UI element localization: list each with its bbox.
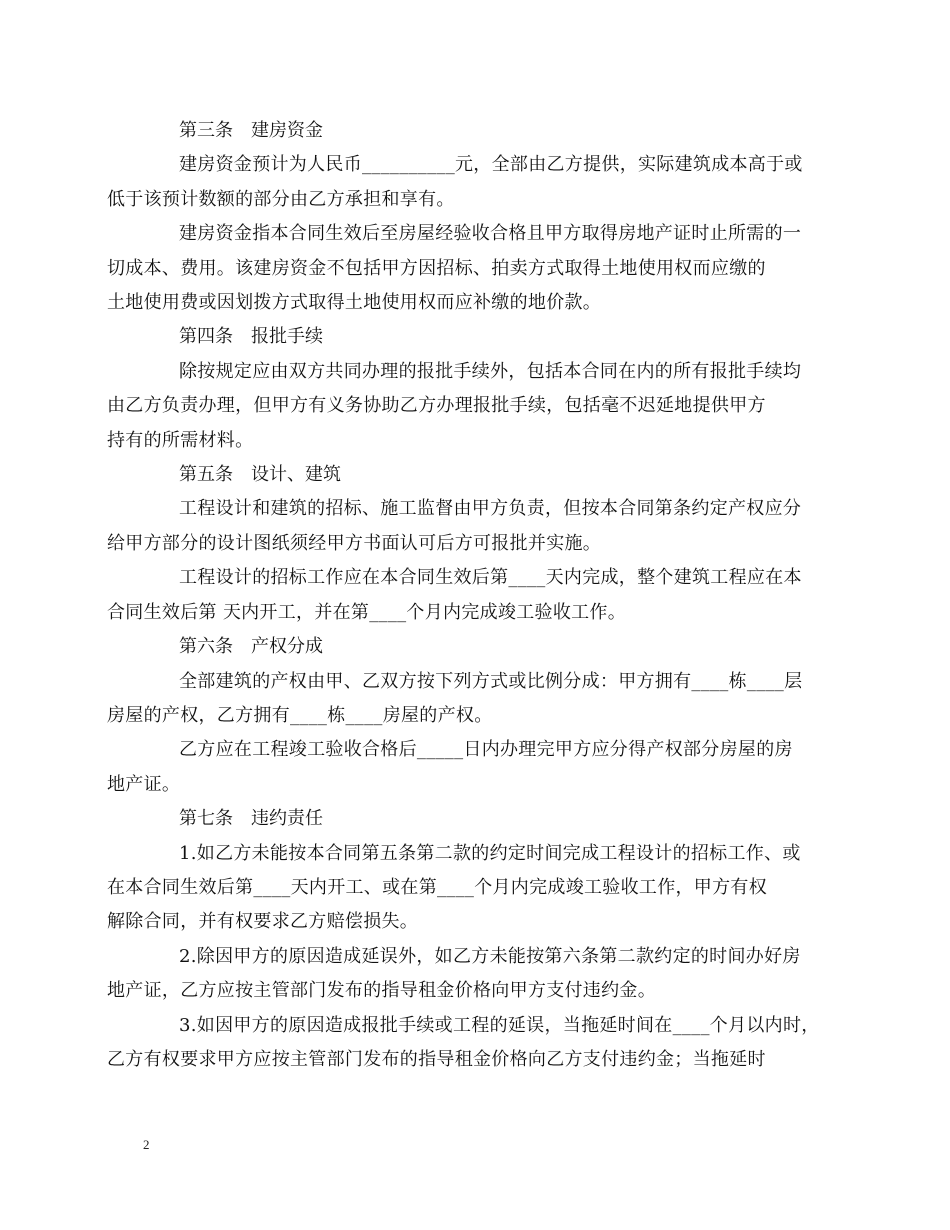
paragraph bbox=[107, 733, 815, 802]
text-line: 建房资金指本合同生效后至房屋经验收合格且甲方取得房地产证时止所需的一 bbox=[179, 223, 802, 245]
text-line: 持有的所需材料。 bbox=[107, 429, 254, 451]
text-line: 1.如乙方未能按本合同第五条第二款的约定时间完成工程设计的招标工作、或 bbox=[179, 842, 801, 864]
section-heading-3: 第三条 建房资金 bbox=[179, 120, 323, 141]
section-heading-5: 第五条 设计、建筑 bbox=[179, 464, 341, 486]
text-line: 3.如因甲方的原因造成报批手续或工程的延误，当拖延时间在____个月以内时， bbox=[179, 1014, 820, 1036]
paragraph bbox=[107, 837, 815, 940]
paragraph bbox=[107, 355, 815, 458]
paragraph bbox=[107, 1009, 820, 1078]
paragraph bbox=[107, 217, 815, 320]
text-line: 解除合同，并有权要求乙方赔偿损失。 bbox=[107, 911, 419, 933]
text-line: 低于该预计数额的部分由乙方承担和享有。 bbox=[107, 188, 455, 210]
paragraph bbox=[107, 492, 815, 561]
text-line: 工程设计的招标工作应在本合同生效后第____天内完成，整个建筑工程应在本 bbox=[179, 567, 802, 589]
text-line: 工程设计和建筑的招标、施工监督由甲方负责，但按本合同第条约定产权应分 bbox=[179, 498, 802, 520]
section-heading-7: 第七条 违约责任 bbox=[179, 808, 323, 830]
paragraph bbox=[107, 561, 815, 630]
paragraph bbox=[107, 148, 815, 217]
text-line: 给甲方部分的设计图纸须经甲方书面认可后方可报批并实施。 bbox=[107, 532, 602, 554]
text-line: 全部建筑的产权由甲、乙双方按下列方式或比例分成：甲方拥有____栋____层 bbox=[179, 670, 803, 692]
text-line: 切成本、费用。该建房资金不包括甲方因招标、拍卖方式取得土地使用权而应缴的 bbox=[107, 257, 766, 279]
text-line: 建房资金预计为人民币__________元，全部由乙方提供，实际建筑成本高于或 bbox=[179, 154, 803, 176]
document-body bbox=[107, 114, 820, 1077]
section-heading-4: 第四条 报批手续 bbox=[179, 326, 323, 348]
section-heading-6: 第六条 产权分成 bbox=[179, 636, 323, 658]
text-line: 2.除因甲方的原因造成延误外，如乙方未能按第六条第二款约定的时间办好房 bbox=[179, 945, 801, 967]
page-number: 2 bbox=[143, 1137, 150, 1152]
text-line: 乙方应在工程竣工验收合格后_____日内办理完甲方应分得产权部分房屋的房 bbox=[179, 739, 793, 761]
text-line: 乙方有权要求甲方应按主管部门发布的指导租金价格向乙方支付违约金；当拖延时 bbox=[107, 1048, 766, 1070]
text-line: 地产证。 bbox=[107, 773, 181, 795]
text-line: 土地使用费或因划拨方式取得土地使用权而应补缴的地价款。 bbox=[107, 292, 602, 314]
text-line: 地产证，乙方应按主管部门发布的指导租金价格向甲方支付违约金。 bbox=[107, 980, 656, 1002]
text-line: 由乙方负责办理，但甲方有义务协助乙方办理报批手续，包括毫不迟延地提供甲方 bbox=[107, 395, 766, 417]
paragraph bbox=[107, 940, 815, 1009]
text-line: 房屋的产权，乙方拥有____栋____房屋的产权。 bbox=[107, 704, 493, 726]
text-line: 合同生效后第 天内开工，并在第____个月内完成竣工验收工作。 bbox=[107, 601, 627, 623]
paragraph bbox=[107, 665, 815, 734]
text-line: 除按规定应由双方共同办理的报批手续外，包括本合同在内的所有报批手续均 bbox=[179, 360, 802, 382]
text-line: 在本合同生效后第____天内开工、或在第____个月内完成竣工验收工作，甲方有权 bbox=[107, 876, 767, 898]
